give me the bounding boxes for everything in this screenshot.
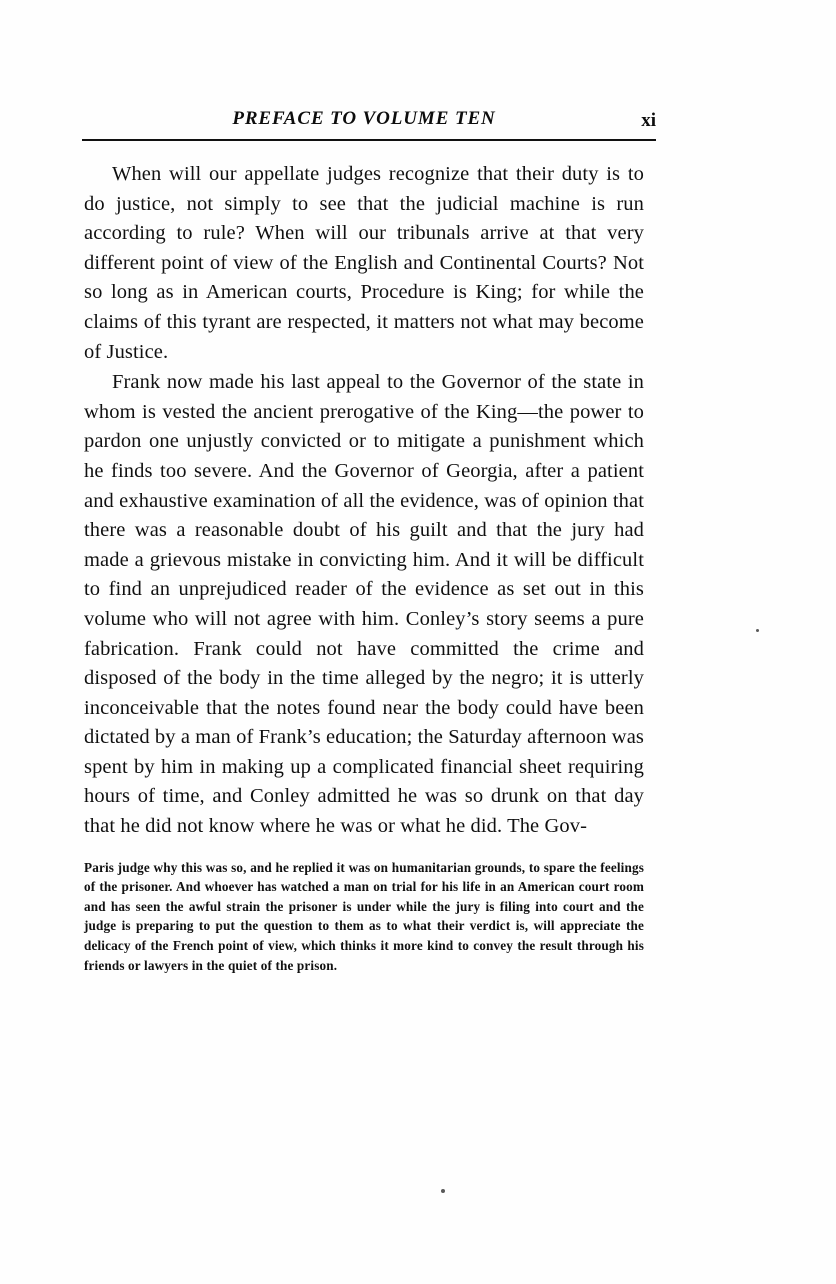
page-speck — [756, 629, 759, 632]
body-text — [84, 160, 644, 842]
footnote-text: Paris judge why this was so, and he replied it was on humanitarian grounds, to spare the feelings of the prisoner. And whoever has watched a man on trial for his life in an American court room and has seen the awful strain the prisoner is under while the jury is filing into court and the judge is preparing to put the question to them as to what their verdict is, will appreciate the delicacy of the French point of view, which thinks it more kind to convey the result through his friends or lawyers in the quiet of the prison. — [84, 859, 644, 973]
header-rule — [82, 139, 656, 141]
page-number: xi — [641, 110, 656, 131]
running-head-title: PREFACE TO VOLUME TEN — [232, 108, 496, 129]
paragraph: When will our appellate judges recognize that their duty is to do justice, not simply to see that the judicial machine is run according to rule? When will our tribunals arrive at that very different point of view of the English and Continental Courts? Not so long as in American courts, Procedure is King; for while the claims of this tyrant are respected, it matters not what may become of Justice. — [84, 163, 644, 363]
page-header — [84, 108, 656, 142]
page-speck — [441, 1189, 445, 1193]
paragraph: Frank now made his last appeal to the Governor of the state in whom is vested the ancient prerogative of the King—the power to pardon one unjustly convicted or to mitigate a punishment which he finds too severe. And the Governor of Georgia, after a patient and exhaustive examination of all the evidence, was of opinion that there was a reasonable doubt of his guilt and that the jury had made a grievous mistake in convicting him. And it will be difficult to find an unprejudiced reader of the evidence as set out in this volume who will not agree with him. Conley’s story seems a pure fabrication. Frank could not have committed the crime and disposed of the body in the time alleged by the negro; it is utterly inconceivable that the notes found near the body could have been dictated by a man of Frank’s education; the Saturday afternoon was spent by him in making up a complicated financial sheet requiring hours of time, and Conley admitted he was so drunk on that day that he did not know where he was or what he did. The Gov- — [84, 371, 644, 838]
page-content — [84, 108, 656, 975]
